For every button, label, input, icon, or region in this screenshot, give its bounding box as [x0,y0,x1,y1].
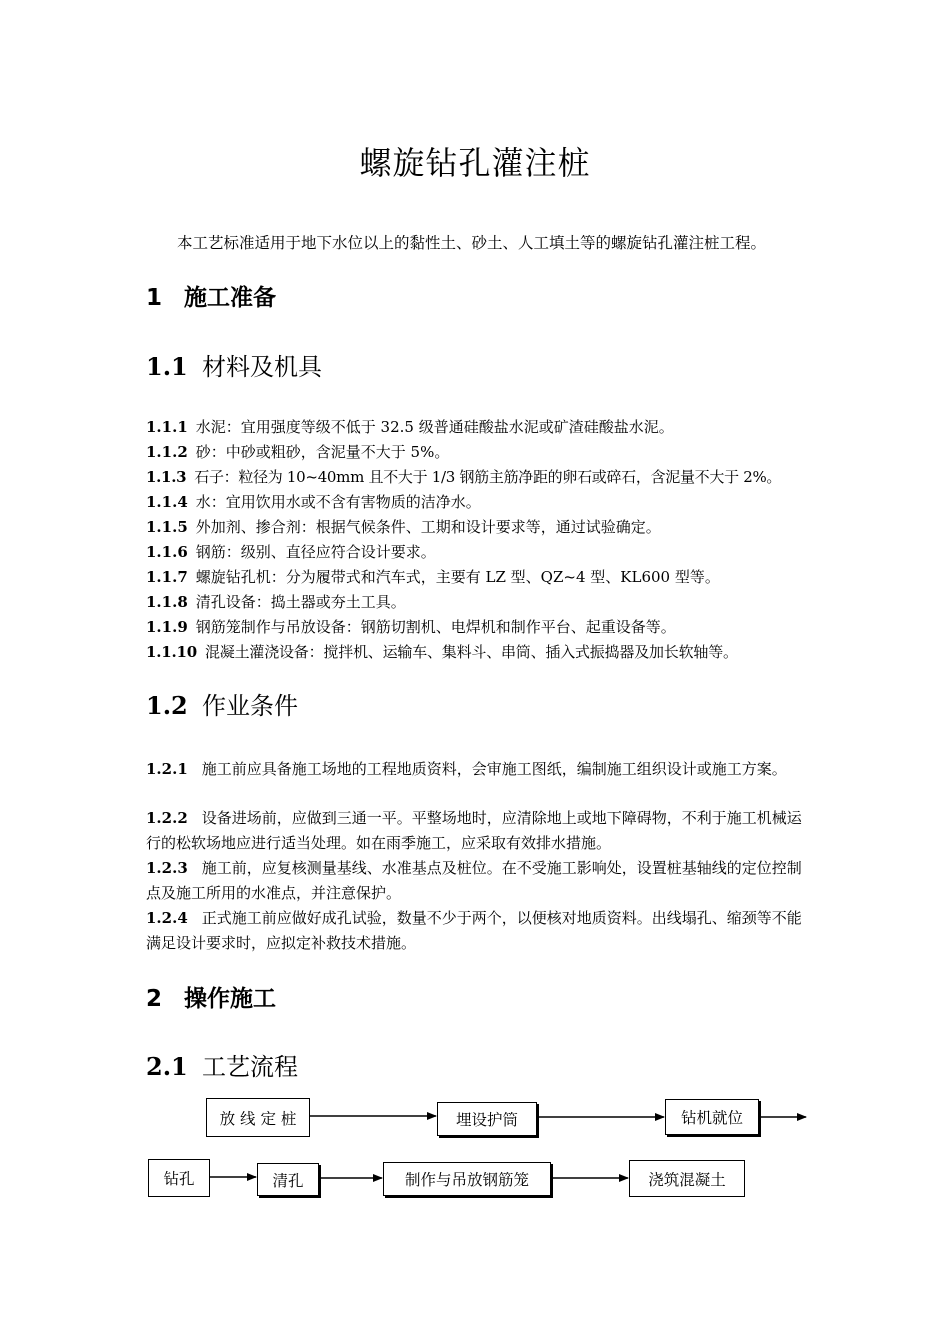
item-number: 1.1.8 [146,593,188,611]
item-number: 1.2.3 [146,859,188,877]
flow-step-rig-positioning: 钻机就位 [665,1099,759,1135]
item-number: 1.1.1 [146,418,188,436]
item-number: 1.2.1 [146,760,188,778]
item-number: 1.1.9 [146,618,188,636]
item-number: 1.2.4 [146,909,188,927]
item-text: 混凝土灌浇设备：搅拌机、运输车、集料斗、串筒、插入式振捣器及加长软轴等。 [205,643,738,661]
flow-step-drilling: 钻孔 [148,1159,210,1197]
item-text: 外加剂、掺合剂：根据气候条件、工期和设计要求等，通过试验确定。 [195,518,661,536]
item-number: 1.1.7 [146,568,188,586]
item-number: 1.1.6 [146,543,188,561]
item-text: 清孔设备：捣土器或夯土工具。 [195,593,406,611]
item-text: 钢筋笼制作与吊放设备：钢筋切割机、电焊机和制作平台、起重设备等。 [195,618,676,636]
item-number: 1.1.5 [146,518,188,536]
page-title: 螺旋钻孔灌注桩 [359,144,591,182]
section-label: 施工准备 [184,285,276,311]
item-text: 砂：中砂或粗砂，含泥量不大于 5%。 [195,443,450,461]
flow-step-hole-cleaning: 清孔 [257,1163,319,1196]
item-number: 1.2.2 [146,809,188,827]
item-text: 施工前，应复核测量基线、水准基点及桩位。在不受施工影响处，设置桩基轴线的定位控制点及施工所用的水准点，并注意保护。 [146,859,802,902]
item-text: 正式施工前应做好成孔试验，数量不少于两个，以便核对地质资料。出线塌孔、缩颈等不能满足设计要求时，应拟定补救技术措施。 [146,909,802,952]
section-label: 作业条件 [202,692,298,720]
section-number: 2 [146,986,163,1012]
item-text: 螺旋钻孔机：分为履带式和汽车式，主要有 LZ 型、QZ~4 型、KL600 型等。 [195,568,720,586]
item-text: 施工前应具备施工场地的工程地质资料，会审施工图纸，编制施工组织设计或施工方案。 [201,760,787,778]
section-number: 2.1 [146,1052,188,1081]
section-label: 工艺流程 [202,1053,298,1081]
section-number: 1.2 [146,691,188,720]
item-text: 水：宜用饮用水或不含有害物质的洁净水。 [195,493,481,511]
section-number: 1.1 [146,352,188,381]
flow-step-set-out-piles: 放 线 定 桩 [206,1098,310,1137]
section-number: 1 [146,285,163,311]
flow-step-rebar-cage: 制作与吊放钢筋笼 [383,1162,551,1196]
intro-paragraph: 本工艺标准适用于地下水位以上的黏性土、砂土、人工填土等的螺旋钻孔灌注桩工程。 [177,234,767,252]
item-number: 1.1.2 [146,443,188,461]
item-number: 1.1.10 [146,643,197,661]
item-text: 水泥：宜用强度等级不低于 32.5 级普通硅酸盐水泥或矿渣硅酸盐水泥。 [195,418,674,436]
section-label: 操作施工 [184,986,276,1012]
item-number: 1.1.3 [146,468,187,486]
item-text: 石子：粒径为 10~40mm 且不大于 1/3 钢筋主筋净距的卵石或碎石，含泥量不大于 2%。 [194,468,782,486]
item-text: 设备进场前，应做到三通一平。平整场地时，应清除地上或地下障碍物，不利于施工机械运行的松软场地应进行适当处理。如在雨季施工，应采取有效排水措施。 [146,809,802,852]
section-label: 材料及机具 [202,353,322,381]
item-text: 钢筋：级别、直径应符合设计要求。 [195,543,436,561]
flow-step-bury-casing: 埋设护筒 [437,1102,537,1136]
item-number: 1.1.4 [146,493,188,511]
flow-step-pour-concrete: 浇筑混凝土 [629,1160,745,1197]
